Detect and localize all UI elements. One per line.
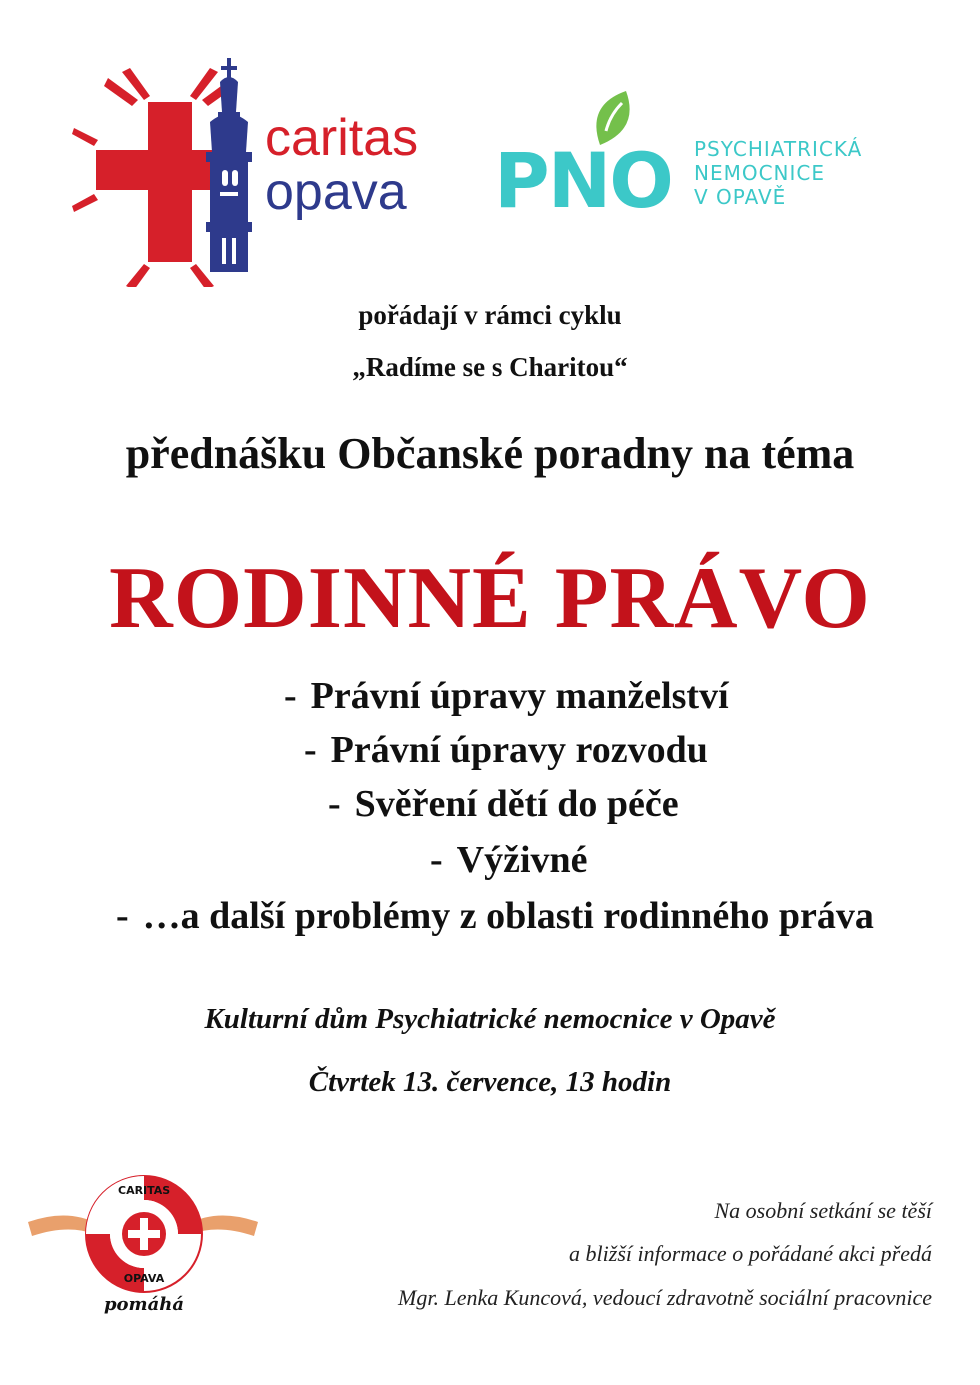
topic-item: - Právní úpravy rozvodu [304,729,708,771]
topic-item-text: Svěření dětí do péče [354,783,679,825]
contact-line: a bližší informace o pořádané akci předá [569,1241,932,1266]
caritas-pomaha-logo [28,1172,258,1332]
organizers-text: pořádají v rámci cyklu [358,300,622,330]
pno-name-line1: PSYCHIATRICKÁ [694,137,863,161]
topic-item: - Právní úpravy manželství [284,675,729,717]
pomaha-bottom-text: OPAVA [123,1272,165,1285]
caritas-opava-logo [60,42,478,287]
pomaha-tagline: pomáhá [103,1294,185,1315]
pno-name-line2: NEMOCNICE [694,161,826,185]
topic-item-text: Výživné [456,839,588,881]
contact-line: Na osobní setkání se těší [714,1198,932,1223]
contact-line: Mgr. Lenka Kuncová, vedoucí zdravotně sociální pracovnice [398,1285,932,1310]
pomaha-top-text: CARITAS [118,1184,171,1197]
event-venue: Kulturní dům Psychiatrické nemocnice v Opavě [204,1003,776,1035]
topic-item: - …a další problémy z oblasti rodinného práva [116,895,874,937]
topic-item: - Svěření dětí do péče [328,783,679,825]
pno-mark: PNO [494,136,672,225]
topic-item-text: Právní úpravy manželství [310,675,729,717]
topic-item-text: …a další problémy z oblasti rodinného práva [142,895,874,937]
event-datetime: Čtvrtek 13. července, 13 hodin [308,1066,672,1098]
topic-item: - Výživné [430,839,588,881]
topic-title: RODINNÉ PRÁVO [109,550,871,647]
pno-logo [490,85,910,225]
lecture-heading: přednášku Občanské poradny na téma [125,429,855,478]
series-title: „Radíme se s Charitou“ [352,352,628,382]
pno-name-line3: V OPAVĚ [694,185,787,209]
caritas-wordmark: caritas [265,109,419,167]
topic-item-text: Právní úpravy rozvodu [330,729,708,771]
opava-wordmark: opava [265,163,407,221]
